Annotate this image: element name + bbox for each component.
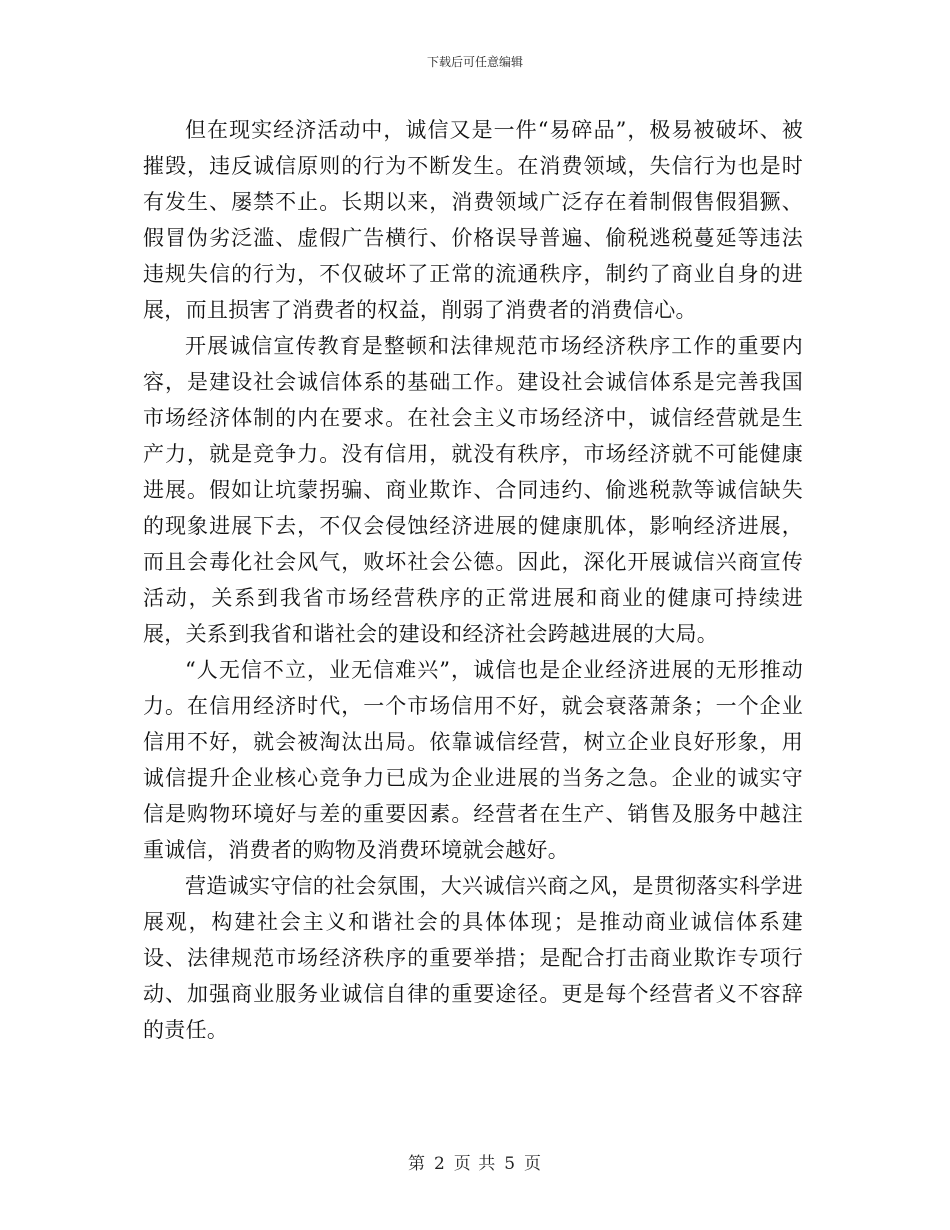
- footer-prefix: 第: [407, 1154, 426, 1174]
- total-page-count: 5: [504, 1154, 517, 1174]
- current-page-number: 2: [433, 1154, 446, 1174]
- page-footer: [0, 1153, 950, 1175]
- paragraph: “人无信不立，业无信难兴”，诚信也是企业经济进展的无形推动力。在信用经济时代，一个市场信用不好，就会衰落萧条；一个企业信用不好，就会被淘汰出局。依靠诚信经营，树立企业良好形象，用诚信提升企业核心竞争力已成为企业进展的当务之急。企业的诚实守信是购物环境好与差的重要因素。经营者在生产、销售及服务中越注重诚信，消费者的购物及消费环境就会越好。: [143, 658, 803, 862]
- page-header: 下载后可任意编辑: [426, 55, 523, 69]
- document-body: [143, 112, 803, 1048]
- paragraph: 但在现实经济活动中，诚信又是一件“易碎品”，极易被破坏、被摧毁，违反诚信原则的行为不断发生。在消费领域，失信行为也是时有发生、屡禁不止。长期以来，消费领域广泛存在着制假售假猖獗、假冒伪劣泛滥、虚假广告横行、价格误导普遍、偷税逃税蔓延等违法违规失信的行为，不仅破坏了正常的流通秩序，制约了商业自身的进展，而且损害了消费者的权益，削弱了消费者的消费信心。: [143, 118, 803, 322]
- footer-middle: 页 共: [453, 1154, 497, 1174]
- paragraph: 营造诚实守信的社会氛围，大兴诚信兴商之风，是贯彻落实科学进展观，构建社会主义和谐社会的具体体现；是推动商业诚信体系建设、法律规范市场经济秩序的重要举措；是配合打击商业欺诈专项行动、加强商业服务业诚信自律的重要途径。更是每个经营者义不容辞的责任。: [143, 874, 803, 1042]
- paragraph: 开展诚信宣传教育是整顿和法律规范市场经济秩序工作的重要内容，是建设社会诚信体系的基础工作。建设社会诚信体系是完善我国市场经济体制的内在要求。在社会主义市场经济中，诚信经营就是生产力，就是竞争力。没有信用，就没有秩序，市场经济就不可能健康进展。假如让坑蒙拐骗、商业欺诈、合同违约、偷逃税款等诚信缺失的现象进展下去，不仅会侵蚀经济进展的健康肌体，影响经济进展，而且会毒化社会风气，败坏社会公德。因此，深化开展诚信兴商宣传活动，关系到我省市场经营秩序的正常进展和商业的健康可持续进展，关系到我省和谐社会的建设和经济社会跨越进展的大局。: [143, 334, 803, 646]
- footer-suffix: 页: [524, 1154, 543, 1174]
